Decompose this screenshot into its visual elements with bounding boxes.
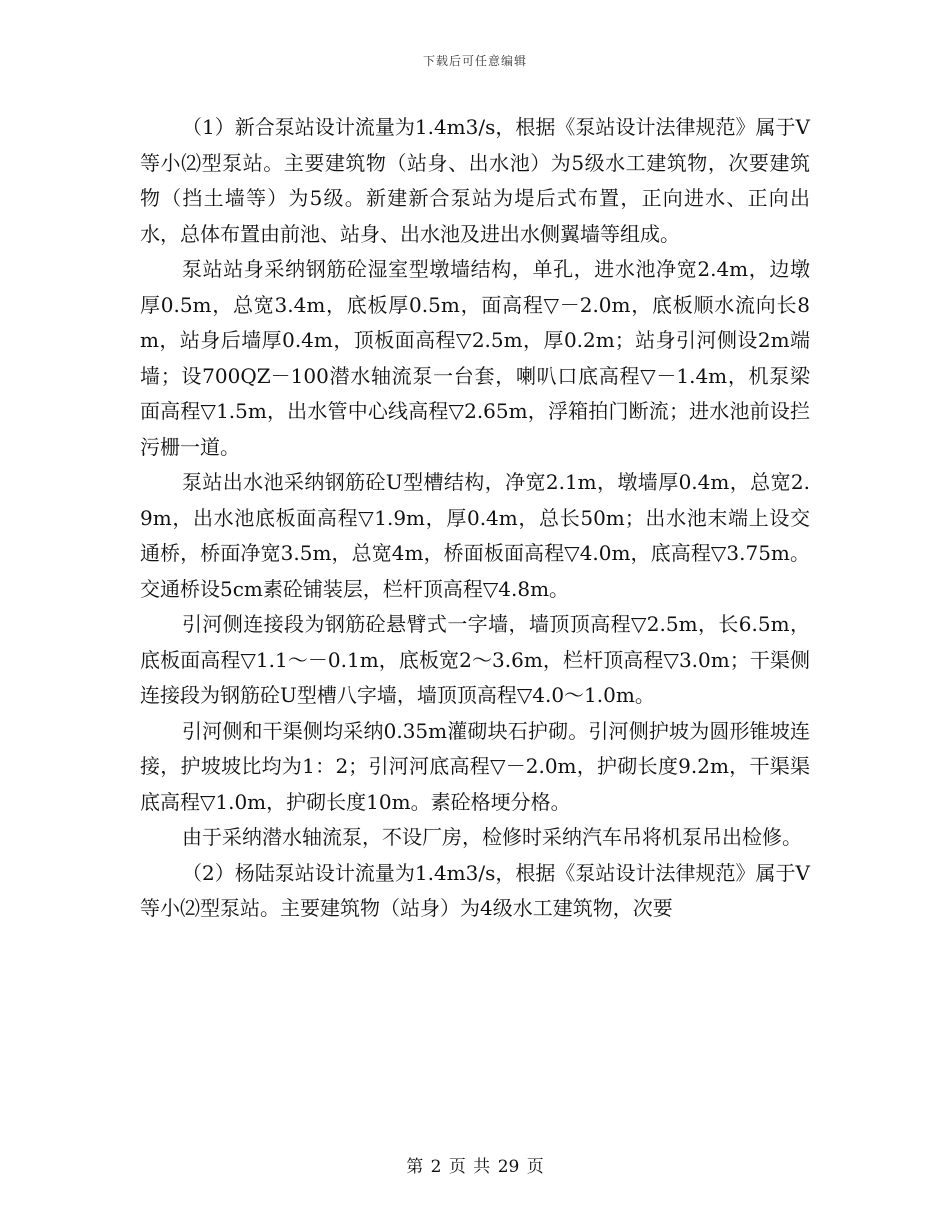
page-header: 下载后可任意编辑 [422,54,527,68]
page-number: 第 2 页 共 29 页 [406,1157,544,1177]
paragraph-station-body: 泵站站身采纳钢筋砼湿室型墩墙结构，单孔，进水池净宽2.4m，边墩厚0.5m，总宽3.4m，底板厚0.5m，面高程▽－2.0m，底板顺水流向长8m，站身后墙厚0.4m，顶板面高程▽2.5m，厚0.2m；站身引河侧设2m端墙；设700QZ－100潜水轴流泵一台套，喇叭口底高程▽－1.4m，机泵梁面高程▽1.5m，出水管中心线高程▽2.65m，浮箱拍门断流；进水池前设拦污栅一道。 [140,257,810,459]
paragraph-xinhe-pump-station: （1）新合泵站设计流量为1.4m3/s，根据《泵站设计法律规范》属于Ⅴ等小⑵型泵站。主要建筑物（站身、出水池）为5级水工建筑物，次要建筑物（挡土墙等）为5级。新建新合泵站为堤后式布置，正向进水、正向出水，总体布置由前池、站身、出水池及进出水侧翼墙等组成。 [140,115,810,246]
paragraph-connection-section: 引河侧连接段为钢筋砼悬臂式一字墙，墙顶顶高程▽2.5m，长6.5m，底板面高程▽1.1～－0.1m，底板宽2～3.6m，栏杆顶高程▽3.0m；干渠侧连接段为钢筋砼U型槽八字墙，墙顶顶高程▽4.0～1.0m。 [140,612,810,707]
document-body [140,110,810,927]
paragraph-outlet-pool: 泵站出水池采纳钢筋砼U型槽结构，净宽2.1m，墩墙厚0.4m，总宽2.9m，出水池底板面高程▽1.9m，厚0.4m，总长50m；出水池末端上设交通桥，桥面净宽3.5m，总宽4m，桥面板面高程▽4.0m，底高程▽3.75m。交通桥设5cm素砼铺装层，栏杆顶高程▽4.8m。 [140,470,810,601]
paragraph-slope-protection: 引河侧和干渠侧均采纳0.35m灌砌块石护砌。引河侧护坡为圆形锥坡连接，护坡坡比均为1：2；引河河底高程▽－2.0m，护砌长度9.2m，干渠渠底高程▽1.0m，护砌长度10m。素砼格埂分格。 [140,718,810,814]
paragraph-maintenance: 由于采纳潜水轴流泵，不设厂房，检修时采纳汽车吊将机泵吊出检修。 [182,825,802,849]
paragraph-yanglu-pump-station: （2）杨陆泵站设计流量为1.4m3/s，根据《泵站设计法律规范》属于Ⅴ等小⑵型泵站。主要建筑物（站身）为4级水工建筑物，次要 [140,860,810,920]
